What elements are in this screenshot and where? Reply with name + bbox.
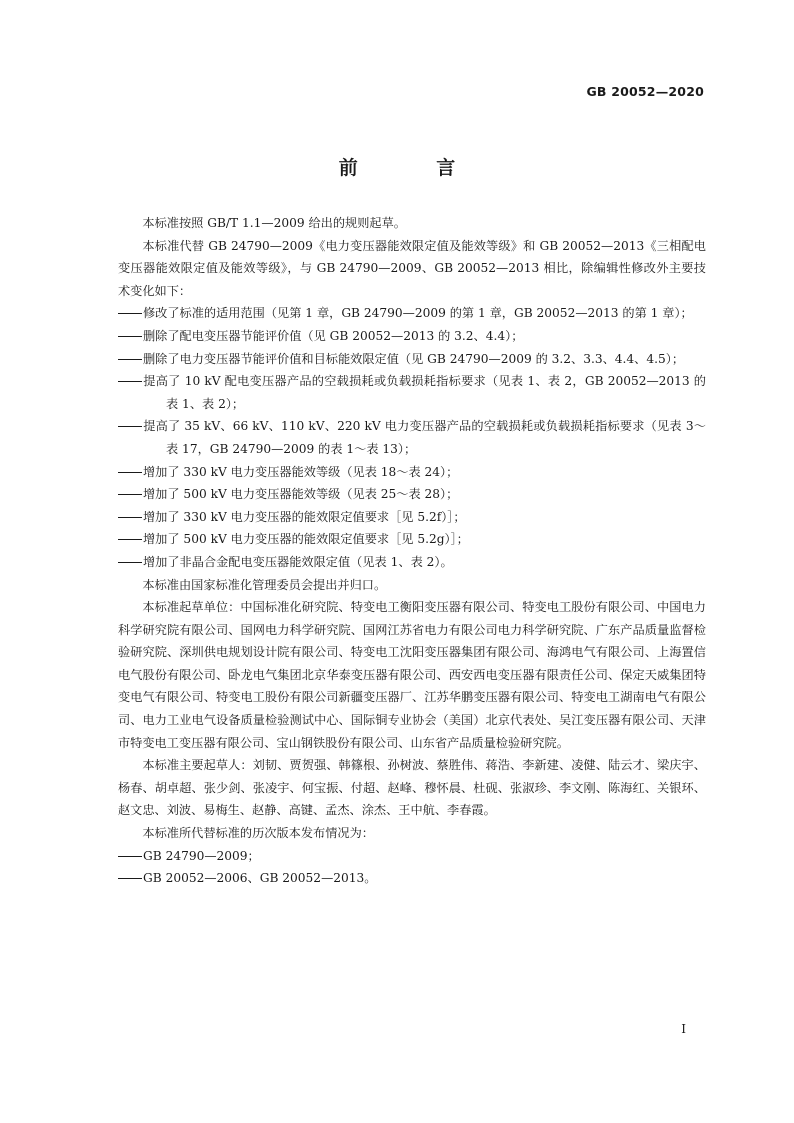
list-item xyxy=(118,528,706,551)
list-item-text: 修改了标准的适用范围（见第 1 章，GB 24790—2009 的第 1 章，GB 20052—2013 的第 1 章）； xyxy=(143,306,693,321)
dash-marker xyxy=(118,562,142,563)
list-item xyxy=(118,302,706,325)
list-item-text: 删除了配电变压器节能评价值（见 GB 20052—2013 的 3.2、4.4）； xyxy=(143,328,524,343)
paragraph-drafting-rules: 本标准按照 GB/T 1.1—2009 给出的规则起草。 xyxy=(142,216,406,230)
paragraph-replacement: 本标准代替 GB 24790—2009《电力变压器能效限定值及能效等级》和 GB 20052—2013《三相配电变压器能效限定值及能效等级》，与 GB 24790—2009、GB 20052—2013 相比，除编辑性修改外主要技术变化如下： xyxy=(118,238,706,298)
list-item xyxy=(118,325,706,348)
list-item-text: 提高了 35 kV、66 kV、110 kV、220 kV 电力变压器产品的空载损耗或负载损耗指标要求（见表 3～表 17，GB 24790—2009 的表 1～表 13）； xyxy=(143,419,706,456)
dash-marker xyxy=(118,856,142,857)
page-number: I xyxy=(681,1022,686,1036)
list-item-text: 增加了 330 kV 电力变压器能效等级（见表 18～表 24）； xyxy=(143,464,459,479)
paragraph-drafting-units: 本标准起草单位：中国标准化研究院、特变电工衡阳变压器有限公司、特变电工股份有限公司、中国电力科学研究院有限公司、国网电力科学研究院、国网江苏省电力有限公司电力科学研究院、广东产品质量监督检验研究院、深圳供电规划设计院有限公司、特变电工沈阳变压器集团有限公司、海鸿电气有限公司、上海置信电气股份有限公司、卧龙电气集团北京华泰变压器有限公司、西安西电变压器有限责任公司、保定天威集团特变电气有限公司、特变电工股份有限公司新疆变压器厂、江苏华鹏变压器有限公司、特变电工湖南电气有限公司、电力工业电气设备质量检验测试中心、国际铜专业协会（美国）北京代表处、吴江变压器有限公司、天津市特变电工变压器有限公司、宝山钢铁股份有限公司、山东省产品质量检验研究院。 xyxy=(118,600,706,750)
list-item xyxy=(118,461,706,484)
dash-marker xyxy=(118,381,142,382)
dash-marker xyxy=(118,517,142,518)
paragraph-history-intro: 本标准所代替标准的历次版本发布情况为： xyxy=(142,826,374,841)
list-item-text: 增加了 330 kV 电力变压器的能效限定值要求［见 5.2f）］； xyxy=(143,509,466,524)
list-item xyxy=(118,845,706,868)
dash-marker xyxy=(118,878,142,879)
list-item-text: 增加了非晶合金配电变压器能效限定值（见表 1、表 2）。 xyxy=(143,554,453,569)
dash-marker xyxy=(118,539,142,540)
paragraph-proposer: 本标准由国家标准化管理委员会提出并归口。 xyxy=(142,577,387,592)
list-item-text: 增加了 500 kV 电力变压器的能效限定值要求［见 5.2g）］； xyxy=(143,532,469,547)
paragraph-drafters: 本标准主要起草人：刘韧、贾贺强、韩篠根、孙树波、蔡胜伟、蒋浩、李新建、凌健、陆云才、梁庆宇、杨春、胡卓超、张少剑、张凌宇、何宝振、付超、赵峰、穆怀晨、杜砚、张淑珍、李文刚、陈海红、关银环、赵文忠、刘波、易梅生、赵静、高键、孟杰、涂杰、王中航、李春霞。 xyxy=(118,758,706,818)
list-item xyxy=(118,370,706,415)
dash-marker xyxy=(118,313,142,314)
dash-marker xyxy=(118,472,142,473)
list-item xyxy=(118,551,706,574)
list-item xyxy=(118,483,706,506)
dash-marker xyxy=(118,494,142,495)
dash-marker xyxy=(118,359,142,360)
list-item xyxy=(118,348,706,371)
list-item-text: 提高了 10 kV 配电变压器产品的空载损耗或负载损耗指标要求（见表 1、表 2，GB 20052—2013 的表 1、表 2）； xyxy=(143,374,706,411)
foreword-body xyxy=(118,212,706,890)
list-item-text: 增加了 500 kV 电力变压器能效等级（见表 25～表 28）； xyxy=(143,487,459,502)
list-item xyxy=(118,506,706,529)
list-item xyxy=(118,867,706,890)
dash-marker xyxy=(118,426,142,427)
page-title: 前 言 xyxy=(338,157,492,179)
dash-marker xyxy=(118,336,142,337)
list-item xyxy=(118,415,706,460)
standard-number: GB 20052—2020 xyxy=(586,84,704,99)
list-item-text: GB 24790—2009； xyxy=(143,848,260,863)
list-item-text: GB 20052—2006、GB 20052—2013。 xyxy=(143,871,377,886)
list-item-text: 删除了电力变压器节能评价值和目标能效限定值（见 GB 24790—2009 的 3.2、3.3、4.4、4.5）； xyxy=(143,351,685,366)
